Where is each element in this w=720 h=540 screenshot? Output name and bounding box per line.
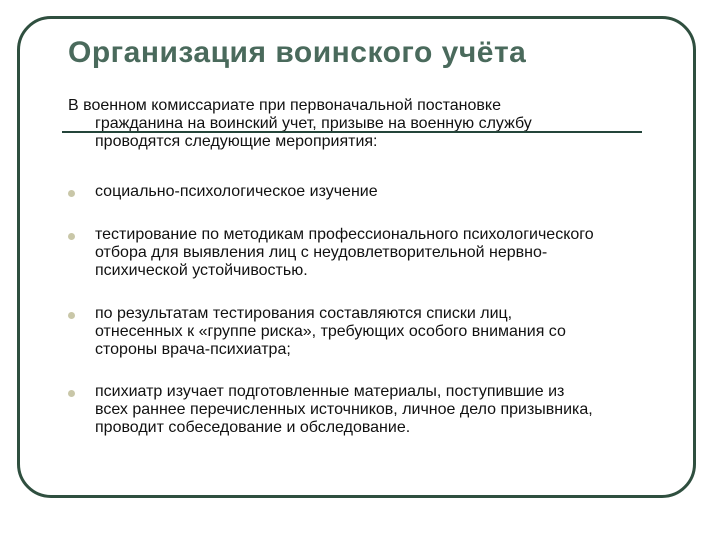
intro-paragraph: [68, 97, 648, 151]
bullet-text: [95, 383, 593, 437]
bullet-line: психиатр изучает подготовленные материалы, поступившие из: [95, 383, 565, 400]
bullet-line: стороны врача-психиатра;: [95, 341, 291, 358]
slide-title: Организация воинского учёта: [68, 36, 527, 69]
bullet-line: тестирование по методикам профессионального психологического: [95, 226, 594, 243]
intro-line: В военном комиссариате при первоначальной постановке: [68, 97, 501, 114]
bullet-line: по результатам тестирования составляются списки лиц,: [95, 305, 513, 322]
bullet-line: психической устойчивостью.: [95, 262, 308, 279]
bullet-line: социально-психологическое изучение: [95, 183, 378, 200]
bullet-dot-icon: [68, 233, 75, 240]
bullet-line: всех раннее перечисленных источников, личное дело призывника,: [95, 401, 593, 418]
bullet-dot-icon: [68, 390, 75, 397]
bullet-dot-icon: [68, 190, 75, 197]
intro-line: гражданина на воинский учет, призыве на военную службу: [95, 115, 532, 132]
bullet-text: [95, 226, 594, 280]
intro-line: проводятся следующие мероприятия:: [95, 133, 378, 150]
bullet-text: [95, 305, 566, 359]
bullet-line: отнесенных к «группе риска», требующих особого внимания со: [95, 323, 566, 340]
title-divider: [62, 131, 642, 133]
bullet-line: отбора для выявления лиц с неудовлетворительной нервно-: [95, 244, 548, 261]
bullet-text: [95, 183, 378, 201]
bullet-dot-icon: [68, 312, 75, 319]
bullet-line: проводит собеседование и обследование.: [95, 419, 411, 436]
